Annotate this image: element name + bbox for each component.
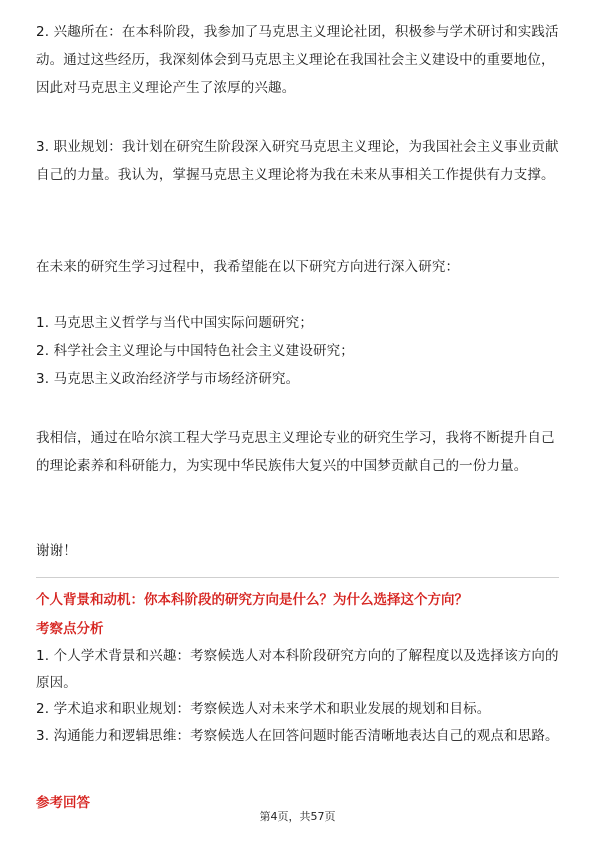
paragraph-thanks: 谢谢！	[36, 543, 77, 559]
paragraph-interest: 2. 兴趣所在：在本科阶段，我参加了马克思主义理论社团，积极参与学术研讨和实践活动。通过这些经历，我深刻体会到马克思主义理论在我国社会主义建设中的重要地位，因此对马克思主义理论产生了浓厚的兴趣。	[36, 24, 559, 96]
analysis-heading: 考察点分析	[36, 621, 104, 637]
answer-heading: 参考回答	[36, 795, 90, 811]
section-divider	[36, 577, 559, 578]
page-number: 第4页，共57页	[259, 810, 336, 823]
list-item: 2. 学术追求和职业规划：考察候选人对未来学术和职业发展的规划和目标。	[36, 701, 491, 717]
analysis-points-list	[36, 643, 564, 749]
question-title: 个人背景和动机：你本科阶段的研究方向是什么？为什么选择这个方向？	[36, 592, 468, 608]
paragraph-conclusion: 我相信，通过在哈尔滨工程大学马克思主义理论专业的研究生学习，我将不断提升自己的理论素养和科研能力，为实现中华民族伟大复兴的中国梦贡献自己的一份力量。	[36, 430, 555, 474]
list-item: 3. 沟通能力和逻辑思维：考察候选人在回答问题时能否清晰地表达自己的观点和思路。	[36, 727, 559, 744]
list-item: 1. 个人学术背景和兴趣：考察候选人对本科阶段研究方向的了解程度以及选择该方向的原因。	[36, 648, 559, 691]
paragraph-career-plan: 3. 职业规划：我计划在研究生阶段深入研究马克思主义理论，为我国社会主义事业贡献自己的力量。我认为，掌握马克思主义理论将为我在未来从事相关工作提供有力支撑。	[36, 139, 559, 183]
list-item: 1. 马克思主义哲学与当代中国实际问题研究；	[36, 315, 313, 331]
research-directions-list	[36, 309, 564, 393]
paragraph-research-intro: 在未来的研究生学习过程中，我希望能在以下研究方向进行深入研究：	[36, 259, 460, 275]
list-item: 2. 科学社会主义理论与中国特色社会主义建设研究；	[36, 343, 354, 359]
list-item: 3. 马克思主义政治经济学与市场经济研究。	[36, 371, 300, 387]
